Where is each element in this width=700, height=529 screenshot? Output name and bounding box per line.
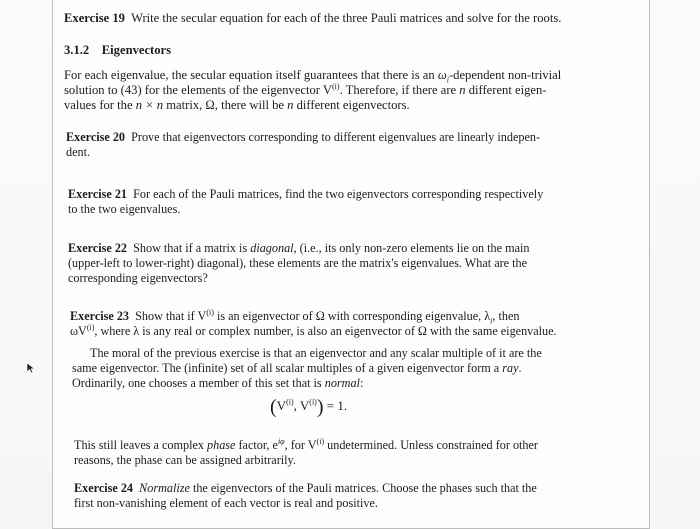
text: This still leaves a complex xyxy=(74,438,208,452)
exercise-23-label: Exercise 23 xyxy=(70,309,130,323)
superscript-i: (i) xyxy=(86,322,95,332)
exercise-24-line-1 xyxy=(74,481,537,496)
phase-paragraph-line-2 xyxy=(74,453,296,468)
mouse-cursor-icon xyxy=(26,362,36,374)
exercise-21-line-1 xyxy=(68,187,543,202)
text: reasons, the phase can be assigned arbitrarily. xyxy=(74,453,296,467)
section-title: Eigenvectors xyxy=(101,43,172,57)
text: . Therefore, if there are xyxy=(339,83,460,97)
exercise-22-label: Exercise 22 xyxy=(68,241,128,255)
exercise-22-line-1 xyxy=(68,241,529,256)
superscript-i: (i) xyxy=(316,436,325,446)
text: , where λ is any real or complex number, is also an eigenvector of Ω with the same eigenvalue. xyxy=(94,324,557,338)
separator: , xyxy=(293,398,300,413)
subscript-i: i xyxy=(446,75,449,85)
text: solution to (43) for the elements of the eigenvector V xyxy=(64,83,333,97)
n-symbol: n xyxy=(459,83,466,97)
exercise-19-label: Exercise 19 xyxy=(64,11,125,25)
text-italic: ray xyxy=(502,361,519,375)
omega-symbol: ω xyxy=(437,68,447,82)
exercise-20-label: Exercise 20 xyxy=(66,130,126,144)
text: first non-vanishing element of each vector is real and positive. xyxy=(74,496,378,510)
text: (upper-left to lower-right) diagonal), these elements are the matrix's eigenvalues. What are the xyxy=(68,256,528,270)
exercise-24-label: Exercise 24 xyxy=(74,481,134,495)
text: . xyxy=(518,361,522,375)
text: Show that if V xyxy=(135,309,207,323)
text: different eigenvectors. xyxy=(293,98,410,112)
exercise-19-text: Write the secular equation for each of the three Pauli matrices and solve for the roots. xyxy=(131,11,562,25)
text: Show that if a matrix is xyxy=(133,241,251,255)
text: Prove that eigenvectors corresponding to different eigenvalues are linearly indepen- xyxy=(131,130,541,144)
exercise-19 xyxy=(64,11,561,26)
text: undetermined. Unless constrained for other xyxy=(324,438,538,452)
text-italic: normal xyxy=(324,376,360,390)
text: , for V xyxy=(284,438,317,452)
text: For each of the Pauli matrices, find the two eigenvectors corresponding respectively xyxy=(133,187,544,201)
text: same eigenvector. The (infinite) set of all scalar multiples of a given eigenvector form a xyxy=(72,361,503,375)
section-number: 3.1.2 xyxy=(64,43,90,57)
right-paren: ) xyxy=(316,396,324,418)
text: is an eigenvector of Ω with corresponding eigenvalue, λ xyxy=(213,309,491,323)
superscript-i: (i) xyxy=(206,307,214,317)
phase-paragraph-line-1 xyxy=(74,438,538,453)
text: to the two eigenvalues. xyxy=(68,202,181,216)
text: -dependent non-trivial xyxy=(448,68,562,82)
text-italic: phase xyxy=(207,438,236,452)
exercise-21-label: Exercise 21 xyxy=(68,187,128,201)
text: For each eigenvalue, the secular equation itself guarantees that there is an xyxy=(64,68,438,82)
moral-paragraph-line-3 xyxy=(72,376,363,391)
text: dent. xyxy=(66,145,91,159)
text: ωV xyxy=(70,324,87,338)
eigenvector-paragraph-line-2 xyxy=(64,83,546,98)
equation-rhs: = 1. xyxy=(323,398,348,413)
n-by-n-symbol: n × n xyxy=(135,98,164,112)
text: corresponding eigenvectors? xyxy=(68,271,208,285)
text: values for the xyxy=(64,98,136,112)
text: : xyxy=(359,376,364,390)
exercise-21-line-2 xyxy=(68,202,180,217)
text: different eigen- xyxy=(465,83,547,97)
n-symbol: n xyxy=(287,98,294,112)
text: , then xyxy=(492,309,520,323)
vector-v: V xyxy=(276,398,287,413)
moral-paragraph-line-2 xyxy=(72,361,522,376)
left-paren: ( xyxy=(270,396,277,418)
exercise-24-line-2 xyxy=(74,496,378,511)
text: matrix, Ω, there will be xyxy=(163,98,288,112)
text: Ordinarily, one chooses a member of this set that is xyxy=(72,376,325,390)
superscript-i: (i) xyxy=(332,81,340,91)
vector-v: V xyxy=(299,398,310,413)
text: the eigenvectors of the Pauli matrices. Choose the phases such that the xyxy=(189,481,537,495)
superscript-i: (i) xyxy=(309,397,317,407)
superscript-i: (i) xyxy=(286,397,294,407)
text-italic: Normalize xyxy=(139,481,190,495)
exercise-20-line-1 xyxy=(66,130,540,145)
exercise-22-line-3 xyxy=(68,271,208,286)
text-italic: diagonal xyxy=(250,241,294,255)
exercise-23-line-2 xyxy=(70,324,557,339)
moral-paragraph-line-1 xyxy=(90,346,542,361)
subscript-i: i xyxy=(490,316,493,326)
section-heading xyxy=(64,43,171,58)
normalization-equation xyxy=(270,396,347,419)
exercise-20-line-2 xyxy=(66,145,90,160)
text: factor, e xyxy=(235,438,278,452)
exercise-22-line-2 xyxy=(68,256,527,271)
text: , (i.e., its only non-zero elements lie on the main xyxy=(293,241,530,255)
text: The moral of the previous exercise is that an eigenvector and any scalar multiple of it are the xyxy=(90,346,542,360)
phase-exponent: iφ xyxy=(277,436,285,446)
eigenvector-paragraph-line-3 xyxy=(64,98,410,113)
